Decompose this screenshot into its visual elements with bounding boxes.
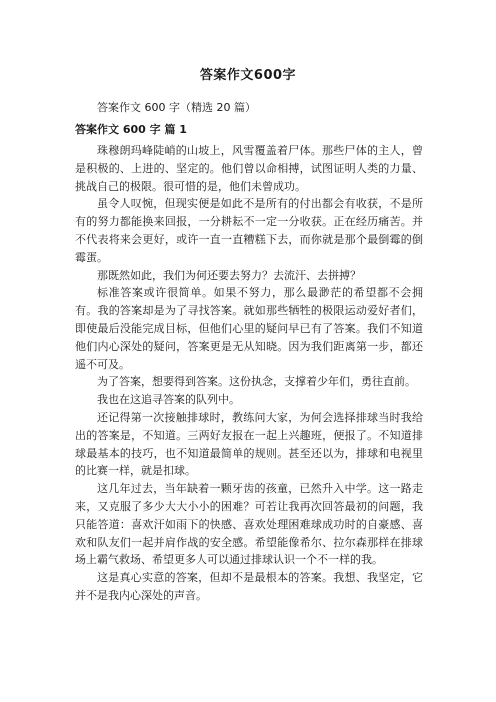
document-title: 答案作文600字 [199,68,297,83]
article-body [0,142,423,605]
paragraph-6: 我也在这追寻答案的队列中。 [97,393,240,407]
paragraph-2: 虽令人叹惋，但现实便是如此不是所有的付出都会有收获，不是所有的努力都能换来回报，一分耕耘不一定一分收获。正在经历痛苦。并不代表将来会更好，或许一直一直糟糕下去，而你就是那个最倒霉的倒霉蛋。 [75,197,423,264]
paragraph-1: 珠穆朗玛峰陡峭的山坡上，风雪覆盖着尸体。那些尸体的主人，曾是积极的、上进的、坚定的。他们曾以命相搏，试图证明人类的力量、挑战自己的极限。很可惜的是，他们未曾成功。 [75,144,423,193]
document-subtitle: 答案作文 600 字（精选 20 篇） [97,101,256,114]
paragraph-8: 这几年过去，当年缺着一颗牙齿的孩童，已然升入中学。这一路走来，又克服了多少大大小小的困难？可若让我再次回答最初的问题，我只能答道：喜欢汗如雨下的快感、喜欢处理困难球成功时的自豪感、喜欢和队友们一起并肩作战的安全感。希望能像希尔、拉尔森那样在排球场上霸气救场、希望更多人可以通过排球认识一个不一样的我。 [75,482,423,567]
paragraph-7: 还记得第一次接触排球时，教练问大家，为何会选择排球当时我给出的答案是，不知道。三两好友报在一起上兴趣班，便报了。不知道排球最基本的技巧，也不知道最简单的规则。甚至还以为，排球和电视里的比赛一样，就是扣球。 [75,410,423,478]
paragraph-5: 为了答案，想要得到答案。这份执念，支撑着少年们，勇往直前。 [97,375,416,389]
section-heading: 答案作文 600 字 篇 1 [75,123,187,136]
paragraph-4: 标准答案或许很简单。如果不努力，那么最渺茫的希望都不会拥有。我的答案却是为了寻找答案。就如那些牺牲的极限运动爱好者们，即使最后没能完成目标，但他们心里的疑问早已有了答案。我们不知道他们内心深处的疑问，答案更是无从知晓。因为我们距离第一步，都还遥不可及。 [75,286,423,371]
paragraph-3: 那既然如此，我们为何还要去努力？去流汗、去拼搏？ [97,268,361,282]
paragraph-9: 这是真心实意的答案，但却不是最根本的答案。我想、我坚定，它并不是我内心深处的声音。 [75,571,423,602]
